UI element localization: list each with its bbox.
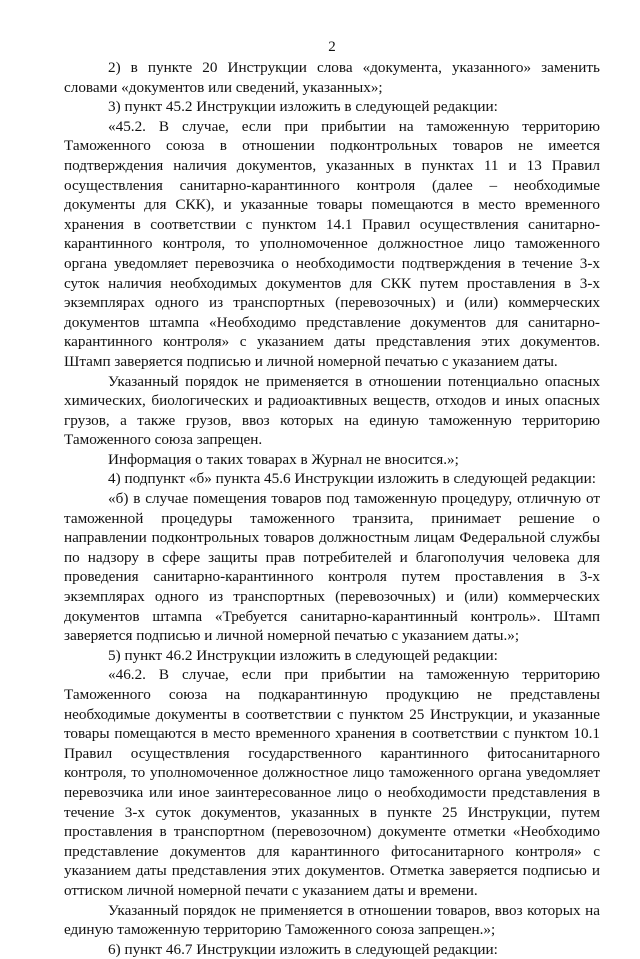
paragraph-clause-46-2: «46.2. В случае, если при прибытии на таможенную территорию Таможенного союза на подкарантинную продукцию не представлены необходимые документы в соответствии с пунктом 25 Инструкции, и указанные товары помещаются в место временного хранения в соответствии с пунктом 10.1 Правил осуществления государственного карантинного фитосанитарного контроля, то уполномоченное должностное лицо таможенного органа уведомляет перевозчика или иное заинтересованное лицо о необходимости представления в течение 3-х суток документов, указанных в пункте 25 Инструкции, путем проставления в транспортном (перевозочном) документе отметки «Необходимо представление документов для карантинного фитосанитарного контроля» с указанием даты представления этих документов. Отметка заверяется подписью и оттиском личной номерной печати с указанием даты и времени. — [64, 666, 600, 899]
paragraph-amendment-6-heading: 6) пункт 46.7 Инструкции изложить в следующей редакции: — [108, 940, 498, 958]
document-body — [64, 58, 600, 959]
paragraph-clause-45-2-journal-note: Информация о таких товарах в Журнал не вносится.»; — [108, 450, 459, 468]
paragraph-amendment-4-heading: 4) подпункт «б» пункта 45.6 Инструкции изложить в следующей редакции: — [108, 470, 596, 488]
paragraph-clause-45-2: «45.2. В случае, если при прибытии на таможенную территорию Таможенного союза в отношении подконтрольных товаров не имеется подтверждения наличия документов, указанных в пунктах 11 и 13 Правил осуществления санитарно-карантинного контроля (далее – необходимые документы для СКК), и указанные товары помещаются в место временного хранения в соответствии с пунктом 14.1 Правил осуществления санитарно-карантинного контроля, то уполномоченное должностное лицо таможенного органа уведомляет перевозчика о необходимости подтверждения в течение 3-х суток наличия необходимых документов для СКК путем проставления в 3-х экземплярах одного из транспортных (перевозочных) и (или) коммерческих документов штампа «Необходимо представление документов для санитарно-карантинного контроля» с указанием даты представления этих документов. Штамп заверяется подписью и личной номерной печатью с указанием даты. — [64, 117, 600, 370]
page-number: 2 — [328, 39, 336, 55]
paragraph-subclause-45-6-b: «б) в случае помещения товаров под таможенную процедуру, отличную от таможенной процедуры таможенного транзита, принимает решение о направлении подконтрольных товаров должностным лицам Федеральной службы по надзору в сфере защиты прав потребителей и благополучия человека для проведения санитарно-карантинного контроля путем проставления в 3-х экземплярах одного из транспортных (перевозочных) и (или) коммерческих документов штампа «Требуется санитарно-карантинный контроль». Штамп заверяется подписью и личной номерной печатью с указанием даты.»; — [64, 490, 600, 645]
paragraph-clause-46-2-exception: Указанный порядок не применяется в отношении товаров, ввоз которых на единую таможенную территорию Таможенного союза запрещен.»; — [64, 901, 600, 939]
paragraph-amendment-2: 2) в пункте 20 Инструкции слова «документа, указанного» заменить словами «документов или сведений, указанных»; — [64, 59, 600, 96]
paragraph-clause-45-2-exception: Указанный порядок не применяется в отношении потенциально опасных химических, биологических и радиоактивных веществ, отходов и иных опасных грузов, а также грузов, ввоз которых на единую таможенную территорию Таможенного союза запрещен. — [64, 372, 600, 449]
paragraph-amendment-3-heading: 3) пункт 45.2 Инструкции изложить в следующей редакции: — [108, 98, 498, 116]
paragraph-amendment-5-heading: 5) пункт 46.2 Инструкции изложить в следующей редакции: — [108, 646, 498, 664]
